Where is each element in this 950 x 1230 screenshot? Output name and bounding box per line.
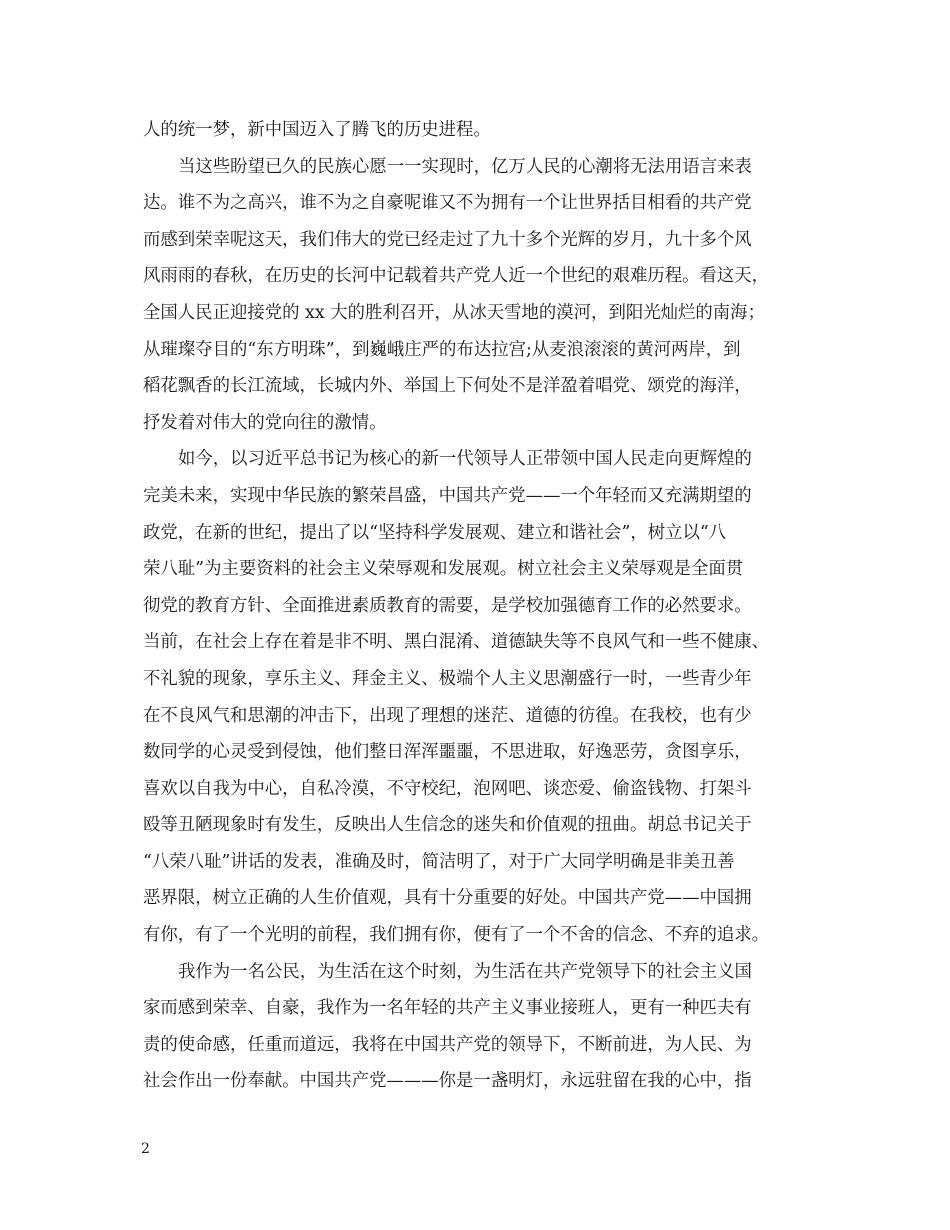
text-line: 政党，在新的世纪，提出了以“坚持科学发展观、建立和谐社会”，树立以“八	[143, 522, 727, 543]
text-line: 风雨雨的春秋，在历史的长河中记载着共产党人近一个世纪的艰难历程。看这天，	[143, 266, 770, 287]
text-line: 完美未来，实现中华民族的繁荣昌盛，中国共产党——一个年轻而又充满期望的	[143, 485, 752, 506]
text-line: 人的统一梦，新中国迈入了腾飞的历史进程。	[143, 120, 491, 140]
text-line: 达。谁不为之高兴，谁不为之自豪呢谁又不为拥有一个让世界括目相看的共产党	[143, 193, 752, 214]
paragraph-first-line: 当这些盼望已久的民族心愿一一实现时，亿万人民的心潮将无法用语言来表	[178, 156, 752, 177]
text-line: 在不良风气和思潮的冲击下，出现了理想的迷茫、道德的彷徨。在我校，也有少	[143, 705, 752, 726]
text-line: 数同学的心灵受到侵蚀，他们整日浑浑噩噩，不思进取，好逸恶劳，贪图享乐，	[143, 742, 752, 763]
text-line: 殴等丑陋现象时有发生，反映出人生信念的迷失和价值观的扭曲。胡总书记关于	[143, 815, 752, 836]
text-line: 全国人民正迎接党的 xx 大的胜利召开，从冰天雪地的漠河，到阳光灿烂的南海；	[143, 302, 765, 323]
text-line: 而感到荣幸呢这天，我们伟大的党已经走过了九十多个光辉的岁月，九十多个风	[143, 229, 752, 250]
page-number: 2	[141, 1141, 150, 1157]
text-line: 恶界限，树立正确的人生价值观，具有十分重要的好处。中国共产党——中国拥	[143, 888, 752, 909]
text-line: 喜欢以自我为中心，自私冷漠，不守校纪，泡网吧、谈恋爱、偷盗钱物、打架斗	[143, 778, 752, 799]
paragraph-first-line: 我作为一名公民，为生活在这个时刻，为生活在共产党领导下的社会主义国	[178, 961, 752, 982]
text-line: 稻花飘香的长江流域，长城内外、举国上下何处不是洋盈着唱党、颂党的海洋，	[143, 376, 752, 397]
text-line: “八荣八耻”讲话的发表，准确及时，简洁明了，对于广大同学明确是非美丑善	[143, 851, 735, 872]
text-line: 彻党的教育方针、全面推进素质教育的需要，是学校加强德育工作的必然要求。	[143, 595, 752, 616]
text-line: 不礼貌的现象，享乐主义、拜金主义、极端个人主义思潮盛行一时，一些青少年	[143, 668, 752, 689]
text-line: 责的使命感，任重而道远，我将在中国共产党的领导下，不断前进，为人民、为	[143, 1034, 752, 1055]
text-line: 当前，在社会上存在着是非不明、黑白混淆、道德缺失等不良风气和一些不健康、	[143, 632, 770, 653]
text-line: 社会作出一份奉献。中国共产党———你是一盏明灯，永远驻留在我的心中，指	[143, 1071, 752, 1092]
text-line: 从璀璨夺目的“东方明珠”，到巍峨庄严的布达拉宫;从麦浪滚滚的黄河两岸，到	[143, 339, 741, 360]
text-line: 有你，有了一个光明的前程，我们拥有你，便有了一个不舍的信念、不弃的追求。	[143, 925, 770, 946]
text-line: 抒发着对伟大的党向往的激情。	[143, 412, 387, 433]
text-line: 家而感到荣幸、自豪，我作为一名年轻的共产主义事业接班人，更有一种匹夫有	[143, 998, 752, 1019]
paragraph-first-line: 如今，以习近平总书记为核心的新一代领导人正带领中国人民走向更辉煌的	[178, 449, 752, 470]
text-line: 荣八耻”为主要资料的社会主义荣辱观和发展观。树立社会主义荣辱观是全面贯	[143, 559, 744, 580]
body-text	[143, 112, 815, 1100]
